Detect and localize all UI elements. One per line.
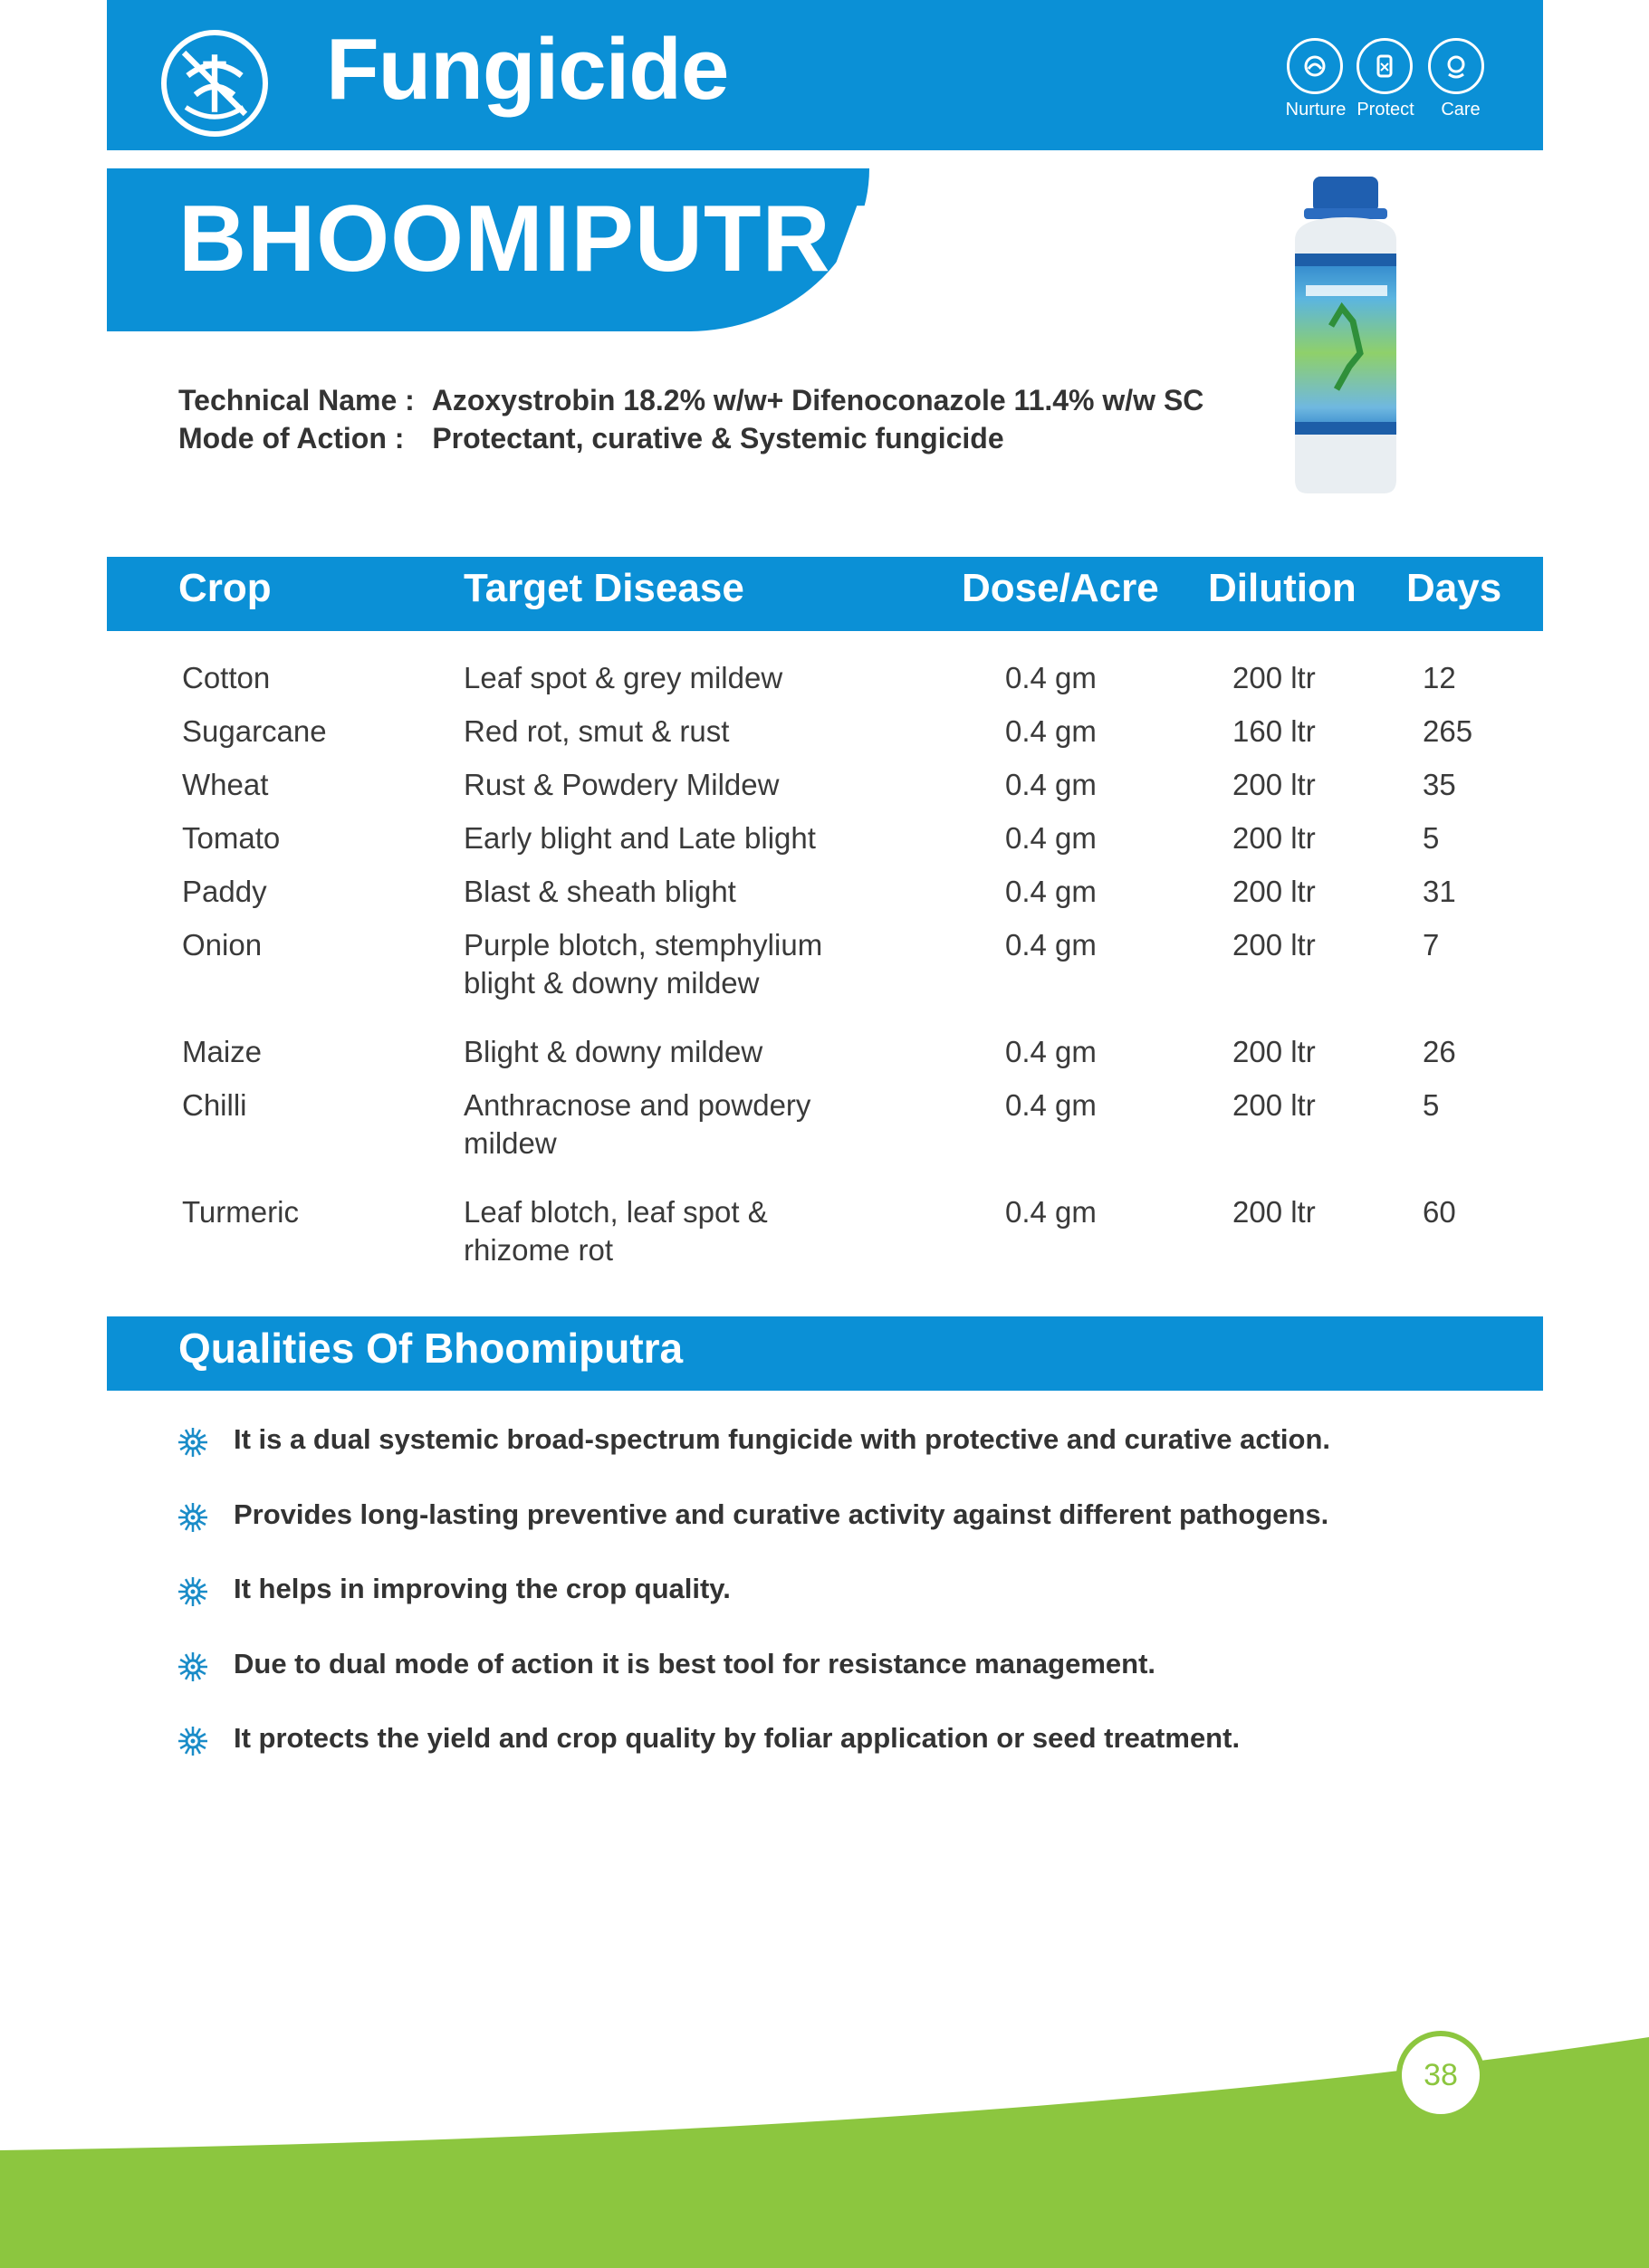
table-cell-crop: Sugarcane [182, 714, 327, 748]
table-cell-crop: Paddy [182, 875, 267, 908]
table-cell-dilution: 200 ltr [1232, 1088, 1316, 1122]
table-cell-dilution: 200 ltr [1232, 928, 1316, 962]
table-cell-dilution: 200 ltr [1232, 768, 1316, 801]
mode-of-action-label: Mode of Action : [178, 422, 405, 455]
disease-line: Red rot, smut & rust [464, 714, 730, 748]
protect-icon [1357, 38, 1413, 94]
quality-item: It helps in improving the crop quality. [234, 1573, 731, 1604]
table-cell-days: 5 [1423, 821, 1440, 855]
mode-of-action-value: Protectant, curative & Systemic fungicide [432, 422, 1004, 455]
technical-name-row [178, 384, 1203, 417]
badge-label-nurture: Nurture [1285, 100, 1347, 120]
disease-line: Blight & downy mildew [464, 1035, 763, 1068]
table-cell-days: 35 [1423, 768, 1456, 801]
starburst-bullet-icon [177, 1651, 208, 1682]
table-cell-target-disease [464, 766, 779, 804]
starburst-bullet-icon [177, 1427, 208, 1458]
product-name: BHOOMIPUTRA [178, 187, 900, 292]
technical-name-value: Azoxystrobin 18.2% w/w+ Difenoconazole 11.4% w/w SC [431, 384, 1204, 416]
technical-name-label: Technical Name : [178, 384, 415, 416]
company-logo-icon [161, 30, 268, 137]
table-cell-target-disease [464, 873, 736, 911]
table-cell-dose: 0.4 gm [1005, 1035, 1097, 1068]
table-cell-crop: Wheat [182, 768, 269, 801]
quality-item: It protects the yield and crop quality by foliar application or seed treatment. [234, 1722, 1241, 1754]
table-cell-days: 5 [1423, 1088, 1440, 1122]
disease-line: Leaf spot & grey mildew [464, 661, 783, 694]
page-number: 38 [1424, 2057, 1458, 2092]
table-cell-days: 12 [1423, 661, 1456, 694]
table-cell-dose: 0.4 gm [1005, 661, 1097, 694]
table-cell-target-disease [464, 819, 816, 857]
table-cell-target-disease [464, 1193, 768, 1269]
table-cell-days: 31 [1423, 875, 1456, 908]
table-cell-dilution: 200 ltr [1232, 1035, 1316, 1068]
disease-line: Anthracnose and powdery [464, 1088, 811, 1122]
table-cell-days: 26 [1423, 1035, 1456, 1068]
table-cell-crop: Turmeric [182, 1195, 299, 1229]
table-cell-days: 60 [1423, 1195, 1456, 1229]
table-cell-crop: Tomato [182, 821, 281, 855]
table-cell-days: 265 [1423, 714, 1473, 748]
table-cell-dilution: 200 ltr [1232, 875, 1316, 908]
disease-line: blight & downy mildew [464, 966, 760, 1000]
table-cell-crop: Cotton [182, 661, 271, 694]
starburst-bullet-icon [177, 1576, 208, 1607]
table-cell-target-disease [464, 659, 782, 697]
table-cell-crop: Chilli [182, 1088, 247, 1122]
starburst-bullet-icon [177, 1726, 208, 1756]
disease-line: mildew [464, 1126, 557, 1160]
page-number-badge [1396, 2031, 1485, 2120]
column-header-dilution: Dilution [1208, 566, 1357, 610]
column-header-crop: Crop [178, 566, 272, 610]
qualities-title: Qualities Of Bhoomiputra [178, 1325, 684, 1372]
table-cell-dose: 0.4 gm [1005, 821, 1097, 855]
quality-item: It is a dual systemic broad-spectrum fungicide with protective and curative action. [234, 1423, 1331, 1455]
table-cell-dilution: 200 ltr [1232, 821, 1316, 855]
table-cell-target-disease [464, 1033, 762, 1071]
table-cell-dose: 0.4 gm [1005, 928, 1097, 962]
care-icon [1428, 38, 1484, 94]
table-cell-dilution: 200 ltr [1232, 1195, 1316, 1229]
table-cell-dilution: 200 ltr [1232, 661, 1316, 694]
disease-line: Early blight and Late blight [464, 821, 816, 855]
column-header-days: Days [1406, 566, 1502, 610]
column-header-dose: Dose/Acre [962, 566, 1159, 610]
table-cell-dose: 0.4 gm [1005, 875, 1097, 908]
table-cell-target-disease [464, 713, 729, 751]
starburst-bullet-icon [177, 1502, 208, 1533]
table-cell-crop: Onion [182, 928, 263, 962]
table-cell-target-disease [464, 1086, 810, 1163]
disease-line: Purple blotch, stemphylium [464, 928, 823, 962]
column-header-target-disease: Target Disease [464, 566, 744, 610]
table-cell-dose: 0.4 gm [1005, 1195, 1097, 1229]
quality-item: Due to dual mode of action it is best tool for resistance management. [234, 1648, 1156, 1679]
mode-of-action-row [178, 422, 1004, 455]
table-cell-dose: 0.4 gm [1005, 768, 1097, 801]
table-cell-dose: 0.4 gm [1005, 1088, 1097, 1122]
category-title: Fungicide [326, 21, 729, 118]
product-bottle-image [1277, 172, 1414, 498]
quality-item: Provides long-lasting preventive and curative activity against different pathogens. [234, 1498, 1329, 1530]
table-cell-days: 7 [1423, 928, 1440, 962]
disease-line: rhizome rot [464, 1233, 614, 1267]
nurture-icon [1287, 38, 1343, 94]
table-cell-target-disease [464, 926, 822, 1002]
table-cell-dose: 0.4 gm [1005, 714, 1097, 748]
table-cell-crop: Maize [182, 1035, 263, 1068]
badge-label-care: Care [1441, 100, 1481, 120]
disease-line: Rust & Powdery Mildew [464, 768, 780, 801]
badge-label-protect: Protect [1357, 100, 1414, 120]
disease-line: Blast & sheath blight [464, 875, 736, 908]
disease-line: Leaf blotch, leaf spot & [464, 1195, 768, 1229]
table-cell-dilution: 160 ltr [1232, 714, 1316, 748]
